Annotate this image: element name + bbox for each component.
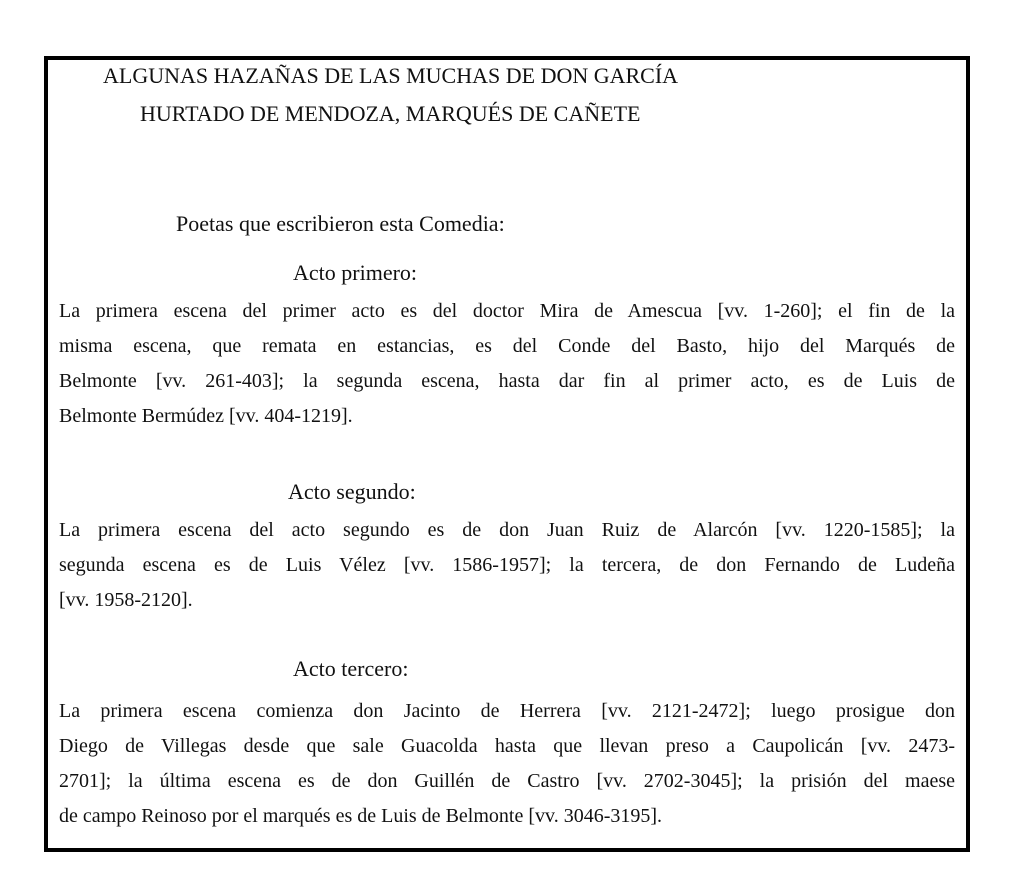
act-1-line: misma escena, que remata en estancias, es del Conde del Basto, hijo del Marqués de: [59, 335, 955, 357]
document-frame: [44, 56, 970, 852]
act-3-line: La primera escena comienza don Jacinto de Herrera [vv. 2121-2472]; luego prosigue don: [59, 700, 955, 722]
act-2-line: [vv. 1958-2120].: [59, 589, 193, 611]
act-2-heading: Acto segundo:: [288, 479, 416, 504]
act-1-line: Belmonte [vv. 261-403]; la segunda escena, hasta dar fin al primer acto, es de Luis de: [59, 370, 955, 392]
act-2-line: La primera escena del acto segundo es de don Juan Ruiz de Alarcón [vv. 1220-1585]; la: [59, 519, 955, 541]
act-3-line: 2701]; la última escena es de don Guillén de Castro [vv. 2702-3045]; la prisión del maese: [59, 770, 955, 792]
act-3-heading: Acto tercero:: [293, 656, 409, 681]
subtitle: Poetas que escribieron esta Comedia:: [176, 211, 505, 236]
act-1-line: La primera escena del primer acto es del doctor Mira de Amescua [vv. 1-260]; el fin de la: [59, 300, 955, 322]
act-1-line: Belmonte Bermúdez [vv. 404-1219].: [59, 405, 353, 427]
act-3-line: Diego de Villegas desde que sale Guacolda hasta que llevan preso a Caupolicán [vv. 2473-: [59, 735, 955, 757]
act-3-line: de campo Reinoso por el marqués es de Luis de Belmonte [vv. 3046-3195].: [59, 805, 663, 827]
act-1-heading: Acto primero:: [293, 260, 418, 285]
title-line-2: HURTADO DE MENDOZA, MARQUÉS DE CAÑETE: [140, 101, 641, 126]
act-2-line: segunda escena es de Luis Vélez [vv. 1586-1957]; la tercera, de don Fernando de Ludeña: [59, 554, 955, 576]
title-line-1: ALGUNAS HAZAÑAS DE LAS MUCHAS DE DON GARCÍA: [103, 63, 679, 88]
